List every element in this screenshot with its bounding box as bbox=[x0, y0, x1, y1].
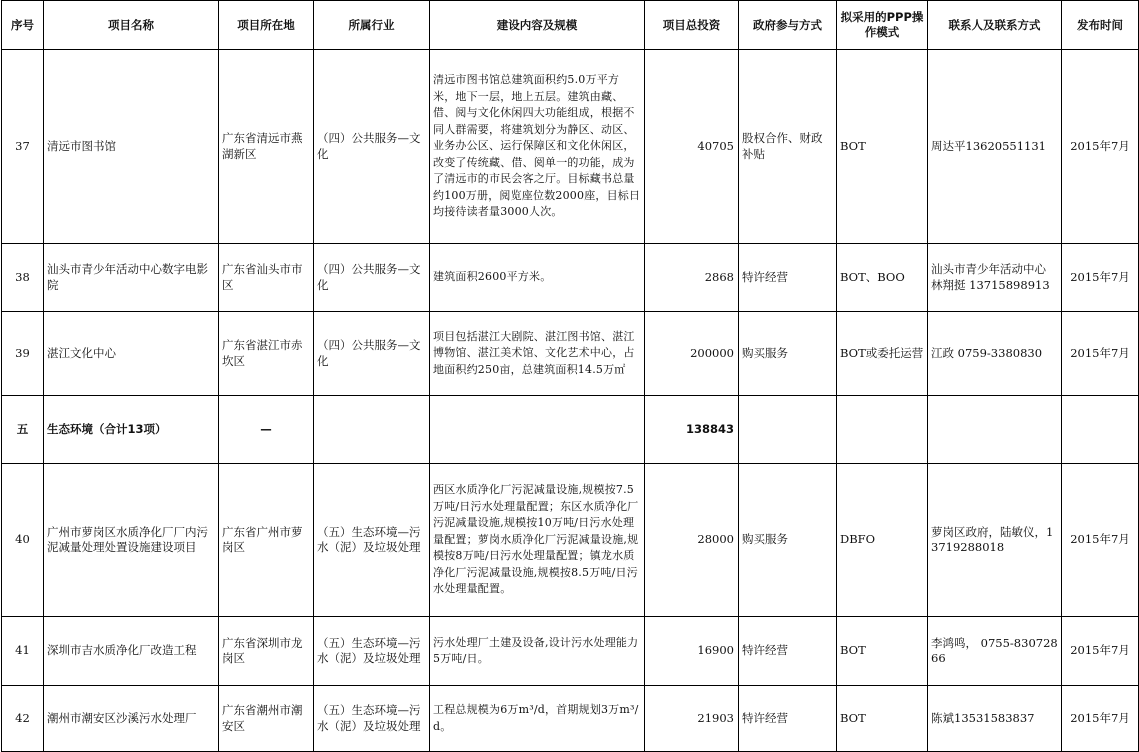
row-gov-mode: 特许经营 bbox=[739, 686, 837, 752]
header-date: 发布时间 bbox=[1062, 1, 1139, 50]
row-date: 2015年7月 bbox=[1062, 312, 1139, 396]
section-scope bbox=[430, 396, 645, 464]
row-gov-mode: 股权合作、财政补贴 bbox=[739, 50, 837, 244]
section-ppp-mode bbox=[837, 396, 928, 464]
row-investment: 16900 bbox=[645, 617, 739, 686]
row-contact: 萝岗区政府，陆敏仪，13719288018 bbox=[928, 464, 1062, 617]
row-contact: 周达平13620551131 bbox=[928, 50, 1062, 244]
row-date: 2015年7月 bbox=[1062, 686, 1139, 752]
header-location: 项目所在地 bbox=[219, 1, 314, 50]
row-industry: （五）生态环境—污水（泥）及垃圾处理 bbox=[314, 686, 430, 752]
section-contact bbox=[928, 396, 1062, 464]
section-industry bbox=[314, 396, 430, 464]
row-gov-mode: 购买服务 bbox=[739, 464, 837, 617]
row-date: 2015年7月 bbox=[1062, 50, 1139, 244]
row-industry: （五）生态环境—污水（泥）及垃圾处理 bbox=[314, 464, 430, 617]
row-no: 42 bbox=[2, 686, 44, 752]
row-investment: 21903 bbox=[645, 686, 739, 752]
table-row bbox=[2, 244, 1139, 312]
table-row bbox=[2, 617, 1139, 686]
row-scope: 西区水质净化厂污泥减量设施,规模按7.5万吨/日污水处理量配置；东区水质净化厂污泥减量设施,规模按10万吨/日污水处理量配置；萝岗水质净化厂污泥减量设施,规模按8万吨/日污水处理量配置；镇龙水质净化厂污泥减量设施,规模按8.5万吨/日污水处理量配置。 bbox=[430, 464, 645, 617]
row-industry: （五）生态环境—污水（泥）及垃圾处理 bbox=[314, 617, 430, 686]
ppp-project-table bbox=[1, 0, 1139, 752]
row-name: 潮州市潮安区沙溪污水处理厂 bbox=[44, 686, 219, 752]
header-industry: 所属行业 bbox=[314, 1, 430, 50]
row-investment: 28000 bbox=[645, 464, 739, 617]
row-contact: 江政 0759-3380830 bbox=[928, 312, 1062, 396]
row-scope: 污水处理厂土建及设备,设计污水处理能力5万吨/日。 bbox=[430, 617, 645, 686]
header-name: 项目名称 bbox=[44, 1, 219, 50]
row-contact: 汕头市青少年活动中心 林翔挺 13715898913 bbox=[928, 244, 1062, 312]
row-name: 广州市萝岗区水质净化厂厂内污泥减量处理处置设施建设项目 bbox=[44, 464, 219, 617]
header-row bbox=[2, 1, 1139, 50]
row-location: 广东省潮州市潮安区 bbox=[219, 686, 314, 752]
section-name: 生态环境（合计13项） bbox=[44, 396, 219, 464]
row-date: 2015年7月 bbox=[1062, 617, 1139, 686]
row-no: 38 bbox=[2, 244, 44, 312]
row-location: 广东省湛江市赤坎区 bbox=[219, 312, 314, 396]
row-industry: （四）公共服务—文化 bbox=[314, 312, 430, 396]
row-gov-mode: 特许经营 bbox=[739, 617, 837, 686]
header-scope: 建设内容及规模 bbox=[430, 1, 645, 50]
row-no: 37 bbox=[2, 50, 44, 244]
row-ppp-mode: DBFO bbox=[837, 464, 928, 617]
row-ppp-mode: BOT bbox=[837, 50, 928, 244]
row-scope: 清远市图书馆总建筑面积约5.0万平方米，地下一层，地上五层。建筑由藏、借、阅与文化休闲四大功能组成，根据不同人群需要，将建筑划分为静区、动区、业务办公区、运行保障区和文化休闲区，改变了传统藏、借、阅单一的功能，成为了清远市的市民会客之厅。目标藏书总量约100万册，阅览座位数2000座，目标日均接待读者量3000人次。 bbox=[430, 50, 645, 244]
row-name: 湛江文化中心 bbox=[44, 312, 219, 396]
row-investment: 200000 bbox=[645, 312, 739, 396]
table-row bbox=[2, 464, 1139, 617]
row-industry: （四）公共服务—文化 bbox=[314, 244, 430, 312]
row-scope: 建筑面积2600平方米。 bbox=[430, 244, 645, 312]
row-ppp-mode: BOT或委托运营 bbox=[837, 312, 928, 396]
header-contact: 联系人及联系方式 bbox=[928, 1, 1062, 50]
row-location: 广东省清远市燕湖新区 bbox=[219, 50, 314, 244]
row-industry: （四）公共服务—文化 bbox=[314, 50, 430, 244]
row-location: 广东省广州市萝岗区 bbox=[219, 464, 314, 617]
row-contact: 李鸿鸣， 0755-83072866 bbox=[928, 617, 1062, 686]
header-no: 序号 bbox=[2, 1, 44, 50]
row-contact: 陈斌13531583837 bbox=[928, 686, 1062, 752]
section-gov-mode bbox=[739, 396, 837, 464]
row-gov-mode: 购买服务 bbox=[739, 312, 837, 396]
row-investment: 2868 bbox=[645, 244, 739, 312]
row-location: 广东省深圳市龙岗区 bbox=[219, 617, 314, 686]
row-date: 2015年7月 bbox=[1062, 464, 1139, 617]
row-name: 清远市图书馆 bbox=[44, 50, 219, 244]
row-name: 深圳市吉水质净化厂改造工程 bbox=[44, 617, 219, 686]
section-row bbox=[2, 396, 1139, 464]
row-no: 39 bbox=[2, 312, 44, 396]
table-row bbox=[2, 312, 1139, 396]
section-investment: 138843 bbox=[645, 396, 739, 464]
row-no: 40 bbox=[2, 464, 44, 617]
row-name: 汕头市青少年活动中心数字电影院 bbox=[44, 244, 219, 312]
header-investment: 项目总投资 bbox=[645, 1, 739, 50]
table-row bbox=[2, 50, 1139, 244]
row-gov-mode: 特许经营 bbox=[739, 244, 837, 312]
header-gov-mode: 政府参与方式 bbox=[739, 1, 837, 50]
section-no: 五 bbox=[2, 396, 44, 464]
table-row bbox=[2, 686, 1139, 752]
row-scope: 工程总规模为6万m³/d，首期规划3万m³/d。 bbox=[430, 686, 645, 752]
row-ppp-mode: BOT bbox=[837, 617, 928, 686]
row-ppp-mode: BOT、BOO bbox=[837, 244, 928, 312]
row-scope: 项目包括湛江大剧院、湛江图书馆、湛江博物馆、湛江美术馆、文化艺术中心，占地面积约250亩，总建筑面积14.5万㎡ bbox=[430, 312, 645, 396]
row-ppp-mode: BOT bbox=[837, 686, 928, 752]
section-location: — bbox=[219, 396, 314, 464]
row-no: 41 bbox=[2, 617, 44, 686]
row-investment: 40705 bbox=[645, 50, 739, 244]
row-date: 2015年7月 bbox=[1062, 244, 1139, 312]
header-ppp-mode: 拟采用的PPP操作模式 bbox=[837, 1, 928, 50]
section-date bbox=[1062, 396, 1139, 464]
row-location: 广东省汕头市市区 bbox=[219, 244, 314, 312]
